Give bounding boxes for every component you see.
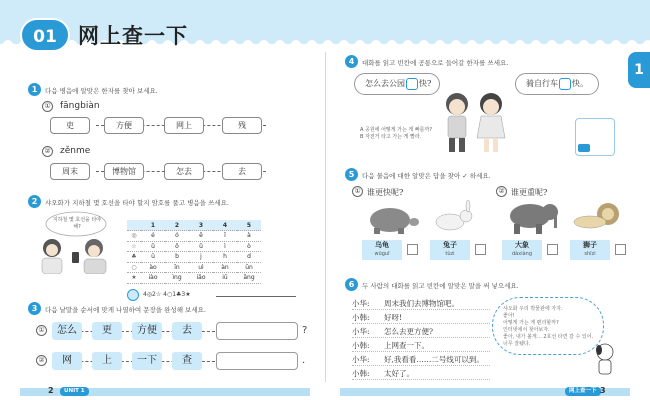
q4-notes: A 공원에 어떻게 가는 게 빠를까? B 자전거 타고 가는 게 빨라.: [360, 127, 432, 140]
word-tile[interactable]: 查: [172, 352, 202, 370]
cipher-cell: īn: [165, 262, 189, 273]
question-2-number: 2: [28, 195, 41, 208]
speech-left-text: 怎么去公园: [365, 79, 405, 88]
speech-left-end: 快?: [419, 79, 432, 88]
cipher-symbol: ★: [127, 273, 141, 284]
item-1-marker: ①: [42, 101, 53, 112]
ask-1: 谁更快呢?: [367, 188, 404, 197]
cipher-row: [127, 252, 261, 263]
cipher-cell: āng: [237, 273, 261, 284]
speech-left: [354, 73, 440, 95]
cipher-cell: ì: [213, 241, 237, 252]
answer-label: [578, 144, 590, 152]
cipher-cell: ǔ: [141, 241, 165, 252]
cipher-cell: ào: [141, 262, 165, 273]
cipher-cell: ǔ: [189, 241, 213, 252]
word-box[interactable]: 怎去: [164, 163, 204, 180]
question-6-number: 6: [345, 278, 358, 291]
word-tile[interactable]: 一下: [132, 352, 162, 370]
cipher-cell: ǒ: [165, 241, 189, 252]
cipher-symbol: ○: [127, 262, 141, 273]
dialog-rule: [352, 337, 490, 338]
right-page-number: 3: [600, 386, 606, 395]
dialog-speaker: 小华:: [352, 327, 370, 336]
item-1-pinyin: fāngbiàn: [60, 101, 100, 111]
cipher-row: [127, 220, 261, 231]
dialog-speaker: 小韩:: [352, 341, 370, 350]
cipher-cell: 1: [141, 220, 165, 231]
word-box[interactable]: 博物馆: [104, 163, 144, 180]
sentence-answer-box[interactable]: [216, 352, 298, 370]
cipher-symbol: ♣: [127, 252, 141, 263]
answer-checkbox[interactable]: [615, 244, 626, 255]
cipher-cell: ě: [189, 231, 213, 242]
ask-1-marker: ①: [352, 186, 363, 197]
q6-translation-bubble: 샤오화 우리 박물관에 가자. 좋아! 어떻게 가는 게 편리할까? 인터넷에서 찾아보자. 좋아, 내가 볼게… 2호선 타면 갈 수 있어. 너무 잘됐다.: [492, 297, 604, 355]
sentence-end-mark: ?: [302, 325, 308, 336]
two-kids-illustration: [435, 88, 515, 154]
lion-illustration: [568, 200, 624, 236]
ask-2: 谁更重呢?: [511, 188, 548, 197]
dialog-speaker: 小华:: [352, 355, 370, 364]
cipher-symbol: [127, 220, 141, 231]
answer-checkbox[interactable]: [407, 244, 418, 255]
animal-hanzi: 兔子: [443, 241, 457, 249]
answer-line[interactable]: [216, 296, 296, 297]
cipher-row: [127, 262, 261, 273]
dialog-line: 周末我们去博物馆吧。: [384, 299, 459, 308]
speech-right: [515, 73, 599, 95]
word-box[interactable]: 方便: [104, 117, 144, 134]
blank-box[interactable]: [559, 78, 571, 90]
dialog-rule: [352, 323, 490, 324]
answer-checkbox[interactable]: [547, 244, 558, 255]
cipher-cell: iào: [141, 273, 165, 284]
cipher-cell: é: [141, 231, 165, 242]
animal-pinyin: tùzi: [445, 251, 455, 257]
question-4-instruction: 대화를 읽고 빈칸에 공통으로 들어갈 한자를 쓰세요.: [362, 59, 509, 67]
word-box[interactable]: 残: [222, 117, 262, 134]
dialog-line: 太好了。: [384, 369, 414, 378]
question-1-instruction: 다음 병음에 알맞은 한자를 찾아 보세요.: [45, 87, 158, 95]
cipher-cell: d: [237, 252, 261, 263]
cipher-cell: ìng: [165, 273, 189, 284]
answer-checkbox[interactable]: [475, 244, 486, 255]
cipher-cell: 3: [189, 220, 213, 231]
item-2-pinyin: zěnme: [60, 146, 91, 156]
cipher-cell: 2: [165, 220, 189, 231]
cipher-cell: ò: [237, 241, 261, 252]
question-3-number: 3: [28, 302, 41, 315]
animal-pinyin: dàxiàng: [512, 251, 532, 257]
row-2-marker: ②: [36, 355, 47, 366]
speech-right-text: 骑自行车: [526, 79, 558, 88]
cipher-cell: ū: [141, 252, 165, 263]
dialog-rule: [352, 351, 490, 352]
page-gutter: [325, 52, 326, 382]
cipher-symbol: ◎: [127, 231, 141, 242]
word-box[interactable]: 吏: [50, 117, 90, 134]
word-tile[interactable]: 上: [92, 352, 122, 370]
dialog-rule: [352, 379, 490, 380]
word-tile[interactable]: 去: [172, 322, 202, 340]
cipher-cell: ūn: [237, 262, 261, 273]
word-box[interactable]: 网上: [164, 117, 204, 134]
lesson-title: 网上查一下: [78, 24, 188, 48]
turtle-illustration: [360, 200, 420, 236]
animal-label: [362, 240, 402, 260]
cipher-cell: 5: [237, 220, 261, 231]
cipher-cell: uì: [189, 262, 213, 273]
cipher-cell: ǐ: [213, 231, 237, 242]
animal-label: [502, 240, 542, 260]
cipher-code: 4◎2☆ 4○1♣3★: [143, 291, 191, 298]
lesson-footer-label: 网上查一下: [565, 387, 601, 396]
left-page-number: 2: [48, 386, 54, 395]
code-icon: [127, 289, 139, 301]
q2-speech-bubble: 지하철 몇 호선을 타야 해?: [52, 217, 102, 230]
cipher-row: [127, 273, 261, 284]
word-tile[interactable]: 网: [52, 352, 82, 370]
dialog-rule: [352, 365, 490, 366]
dialog-line: 好呀!: [384, 313, 403, 322]
rabbit-illustration: [428, 200, 478, 236]
item-2-marker: ②: [42, 146, 53, 157]
cipher-symbol: ☆: [127, 241, 141, 252]
sentence-end-mark: .: [302, 355, 306, 366]
cipher-cell: h: [213, 252, 237, 263]
unit-label: UNIT 1: [60, 387, 89, 396]
cipher-cell: ó: [165, 231, 189, 242]
word-tile[interactable]: 更: [92, 322, 122, 340]
animal-pinyin: wūguī: [374, 251, 390, 257]
animal-label: [430, 240, 470, 260]
ask-2-marker: ②: [496, 186, 507, 197]
cipher-cell: iǎo: [189, 273, 213, 284]
animal-hanzi: 乌龟: [375, 241, 389, 249]
animal-pinyin: shīzi: [584, 251, 596, 257]
blank-box[interactable]: [406, 78, 418, 90]
dialog-speaker: 小韩:: [352, 369, 370, 378]
question-6-instruction: 두 사람의 대화를 읽고 빈칸에 알맞은 말을 써 넣으세요.: [362, 282, 519, 290]
animal-label: [570, 240, 610, 260]
unit-side-tab: 1: [628, 52, 650, 88]
cipher-row: [127, 231, 261, 242]
dialog-speaker: 小华:: [352, 299, 370, 308]
cipher-cell: 4: [213, 220, 237, 231]
question-5-number: 5: [345, 168, 358, 181]
cipher-cell: à: [237, 231, 261, 242]
row-1-marker: ①: [36, 325, 47, 336]
question-4-number: 4: [345, 55, 358, 68]
cipher-cell: iǔ: [213, 273, 237, 284]
word-box[interactable]: 周末: [50, 163, 90, 180]
word-tile[interactable]: 怎么: [52, 322, 82, 340]
sentence-answer-box[interactable]: [216, 322, 298, 340]
dialog-line: 上网查一下。: [384, 341, 429, 350]
question-2-instruction: 샤오화가 지하철 몇 호선을 타야 할지 암호를 풀고 병음을 쓰세요.: [45, 199, 229, 207]
dialog-speaker: 小韩:: [352, 313, 370, 322]
question-3-instruction: 다음 낱말을 순서에 맞게 나열하여 문장을 완성해 보세요.: [45, 306, 206, 314]
animal-hanzi: 狮子: [583, 241, 597, 249]
lesson-number-badge: 01: [20, 18, 70, 52]
cipher-cell: b: [165, 252, 189, 263]
speech-right-end: 快。: [572, 79, 588, 88]
animal-hanzi: 大象: [515, 241, 529, 249]
elephant-illustration: [500, 198, 560, 236]
cipher-row: [127, 241, 261, 252]
dog-illustration: [590, 340, 620, 380]
dialog-line: 好,我看看……二号线可以到。: [384, 355, 484, 364]
word-tile[interactable]: 方便: [132, 322, 162, 340]
question-5-instruction: 다음 물음에 대한 알맞은 답을 찾아 ✓ 하세요.: [362, 172, 491, 180]
question-1-number: 1: [28, 83, 41, 96]
dialog-line: 怎么去更方便?: [384, 327, 434, 336]
cipher-table: [127, 220, 261, 284]
dialog-rule: [352, 309, 490, 310]
cipher-cell: j: [189, 252, 213, 263]
cipher-cell: àn: [213, 262, 237, 273]
word-box[interactable]: 去: [222, 163, 262, 180]
